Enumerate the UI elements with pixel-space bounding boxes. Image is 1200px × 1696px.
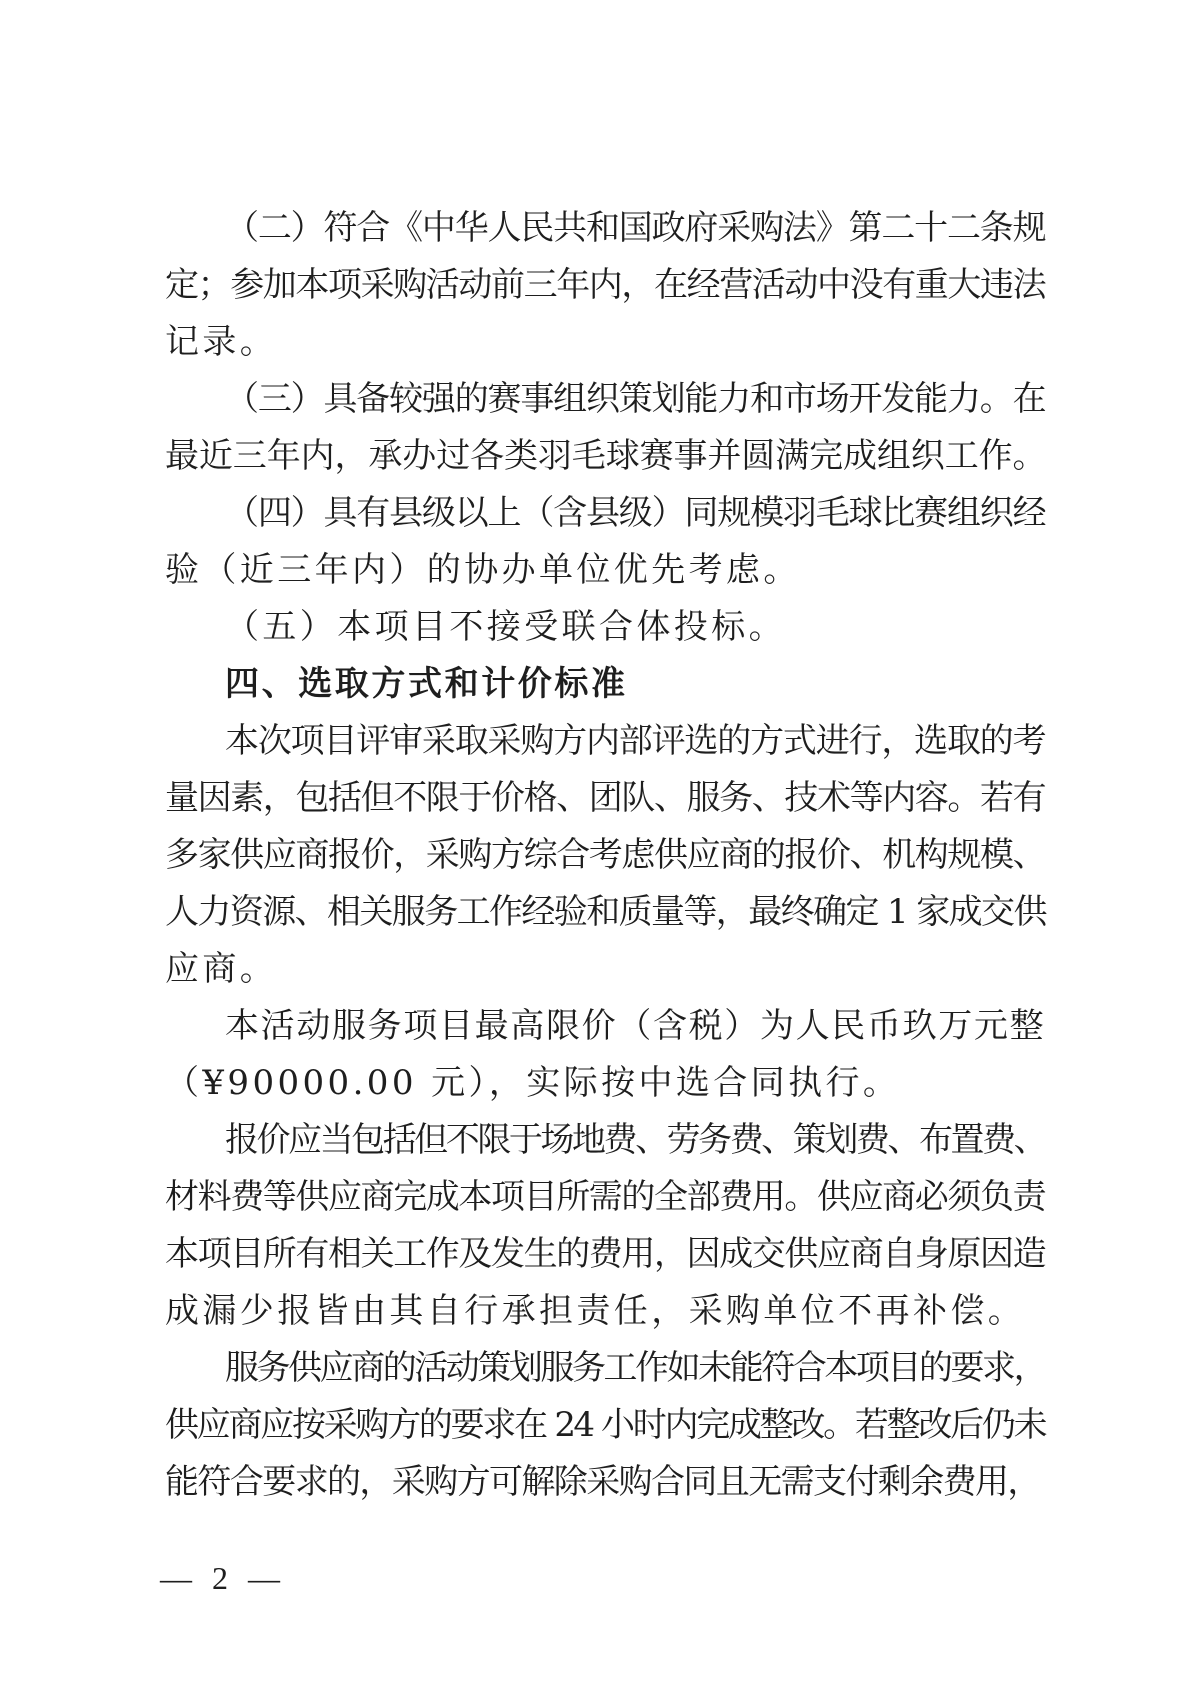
paragraph-line: 记录。	[165, 322, 278, 362]
paragraph-line: 材料费等供应商完成本项目所需的全部费用。供应商必须负责	[165, 1177, 1045, 1217]
paragraph-line: 能符合要求的，采购方可解除采购合同且无需支付剩余费用，	[165, 1462, 1040, 1502]
paragraph-line: （四）具有县级以上（含县级）同规模羽毛球比赛组织经	[225, 493, 1045, 533]
paragraph-line: 本项目所有相关工作及发生的费用，因成交供应商自身原因造	[165, 1234, 1045, 1274]
paragraph-line: （¥90000.00 元），实际按中选合同执行。	[165, 1063, 901, 1103]
page-number: — 2 —	[160, 1560, 286, 1596]
paragraph-line: （二）符合《中华人民共和国政府采购法》第二十二条规	[225, 208, 1045, 248]
paragraph-line: 定；参加本项采购活动前三年内，在经营活动中没有重大违法	[165, 265, 1045, 305]
paragraph-line: 报价应当包括但不限于场地费、劳务费、策划费、布置费、	[225, 1120, 1045, 1160]
paragraph-line: 量因素，包括但不限于价格、团队、服务、技术等内容。若有	[165, 778, 1045, 818]
paragraph-line: 本次项目评审采取采购方内部评选的方式进行，选取的考	[225, 721, 1045, 761]
paragraph-line: （三）具备较强的赛事组织策划能力和市场开发能力。在	[225, 379, 1045, 419]
paragraph-line: 人力资源、相关服务工作经验和质量等，最终确定 1 家成交供	[165, 892, 1046, 932]
paragraph-line: 本活动服务项目最高限价（含税）为人民币玖万元整	[225, 1006, 1045, 1046]
section-heading: 四、选取方式和计价标准	[225, 664, 628, 704]
paragraph-line: 应商。	[165, 949, 278, 989]
paragraph-line: 成漏少报皆由其自行承担责任，采购单位不再补偿。	[165, 1291, 1026, 1331]
paragraph-line: （五）本项目不接受联合体投标。	[225, 607, 786, 647]
paragraph-line: 多家供应商报价，采购方综合考虑供应商的报价、机构规模、	[165, 835, 1045, 875]
paragraph-line: 服务供应商的活动策划服务工作如未能符合本项目的要求，	[225, 1348, 1045, 1388]
paragraph-line: 最近三年内，承办过各类羽毛球赛事并圆满完成组织工作。	[165, 436, 1047, 476]
paragraph-line: 供应商应按采购方的要求在 24 小时内完成整改。若整改后仍未	[165, 1405, 1045, 1445]
paragraph-line: 验（近三年内）的协办单位优先考虑。	[165, 550, 801, 590]
